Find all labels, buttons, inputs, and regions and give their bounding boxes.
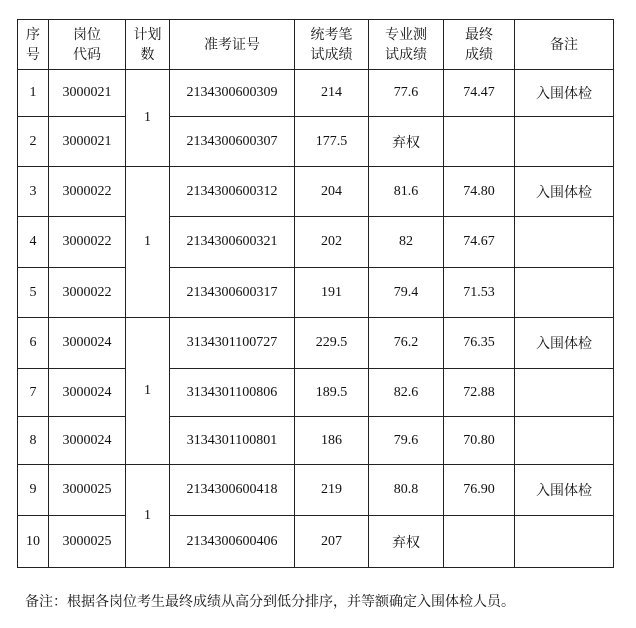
header-position-code: 岗位 代码: [49, 20, 126, 70]
cell-position-code: 3000025: [49, 465, 126, 516]
cell-seq: 8: [18, 417, 49, 465]
cell-professional-score: 82: [369, 217, 444, 268]
table-row: [18, 369, 614, 417]
header-exam-id: 准考证号: [170, 20, 295, 70]
cell-final-score: 74.47: [444, 70, 515, 117]
cell-seq: 3: [18, 167, 49, 217]
cell-written-score: 189.5: [295, 369, 369, 417]
table-row: [18, 217, 614, 268]
cell-exam-id: 2134300600418: [170, 465, 295, 516]
cell-exam-id: 2134300600312: [170, 167, 295, 217]
cell-exam-id: 2134300600406: [170, 516, 295, 568]
header-seq: 序 号: [18, 20, 49, 70]
table-row: [18, 268, 614, 318]
footnote: 备注：根据各岗位考生最终成绩从高分到低分排序，并等额确定入围体检人员。: [25, 594, 515, 610]
cell-written-score: 204: [295, 167, 369, 217]
cell-professional-score: 79.6: [369, 417, 444, 465]
table-row: [18, 117, 614, 167]
cell-seq: 7: [18, 369, 49, 417]
cell-final-score: 70.80: [444, 417, 515, 465]
cell-exam-id: 2134300600321: [170, 217, 295, 268]
results-table: [17, 19, 614, 568]
cell-remark: [515, 268, 614, 318]
cell-final-score: 74.67: [444, 217, 515, 268]
cell-remark: 入围体检: [515, 318, 614, 369]
cell-position-code: 3000022: [49, 268, 126, 318]
cell-remark: 入围体检: [515, 167, 614, 217]
cell-position-code: 3000024: [49, 417, 126, 465]
header-row: [18, 20, 614, 70]
cell-written-score: 186: [295, 417, 369, 465]
cell-seq: 2: [18, 117, 49, 167]
cell-remark: [515, 516, 614, 568]
cell-exam-id: 3134301100806: [170, 369, 295, 417]
cell-remark: [515, 417, 614, 465]
cell-seq: 5: [18, 268, 49, 318]
cell-final-score: 76.90: [444, 465, 515, 516]
cell-professional-score: 82.6: [369, 369, 444, 417]
cell-written-score: 202: [295, 217, 369, 268]
cell-exam-id: 3134301100727: [170, 318, 295, 369]
header-written-score: 统考笔 试成绩: [295, 20, 369, 70]
header-final-score: 最终 成绩: [444, 20, 515, 70]
cell-professional-score: 弃权: [369, 117, 444, 167]
cell-remark: 入围体检: [515, 70, 614, 117]
cell-position-code: 3000022: [49, 167, 126, 217]
cell-seq: 10: [18, 516, 49, 568]
cell-position-code: 3000024: [49, 369, 126, 417]
header-plan-count: 计划 数: [126, 20, 170, 70]
cell-position-code: 3000024: [49, 318, 126, 369]
cell-professional-score: 77.6: [369, 70, 444, 117]
cell-plan-count: 1: [126, 465, 170, 568]
cell-written-score: 177.5: [295, 117, 369, 167]
cell-final-score: 76.35: [444, 318, 515, 369]
header-remark: 备注: [515, 20, 614, 70]
cell-final-score: 72.88: [444, 369, 515, 417]
cell-plan-count: 1: [126, 70, 170, 167]
table-row: [18, 516, 614, 568]
cell-seq: 4: [18, 217, 49, 268]
cell-remark: [515, 117, 614, 167]
cell-professional-score: 80.8: [369, 465, 444, 516]
table-row: [18, 167, 614, 217]
cell-exam-id: 2134300600317: [170, 268, 295, 318]
cell-remark: [515, 217, 614, 268]
cell-written-score: 207: [295, 516, 369, 568]
cell-seq: 9: [18, 465, 49, 516]
cell-remark: 入围体检: [515, 465, 614, 516]
cell-plan-count: 1: [126, 318, 170, 465]
cell-seq: 1: [18, 70, 49, 117]
cell-position-code: 3000021: [49, 117, 126, 167]
cell-final-score: 74.80: [444, 167, 515, 217]
table-row: [18, 465, 614, 516]
cell-exam-id: 2134300600307: [170, 117, 295, 167]
cell-written-score: 229.5: [295, 318, 369, 369]
cell-position-code: 3000021: [49, 70, 126, 117]
cell-final-score: 71.53: [444, 268, 515, 318]
cell-professional-score: 81.6: [369, 167, 444, 217]
table-row: [18, 318, 614, 369]
cell-position-code: 3000025: [49, 516, 126, 568]
cell-professional-score: 79.4: [369, 268, 444, 318]
cell-final-score: [444, 516, 515, 568]
cell-exam-id: 2134300600309: [170, 70, 295, 117]
cell-written-score: 219: [295, 465, 369, 516]
table-row: [18, 417, 614, 465]
cell-seq: 6: [18, 318, 49, 369]
cell-position-code: 3000022: [49, 217, 126, 268]
cell-plan-count: 1: [126, 167, 170, 318]
cell-written-score: 214: [295, 70, 369, 117]
cell-written-score: 191: [295, 268, 369, 318]
cell-exam-id: 3134301100801: [170, 417, 295, 465]
cell-remark: [515, 369, 614, 417]
cell-professional-score: 76.2: [369, 318, 444, 369]
table-row: [18, 70, 614, 117]
header-professional-score: 专业测 试成绩: [369, 20, 444, 70]
cell-final-score: [444, 117, 515, 167]
cell-professional-score: 弃权: [369, 516, 444, 568]
